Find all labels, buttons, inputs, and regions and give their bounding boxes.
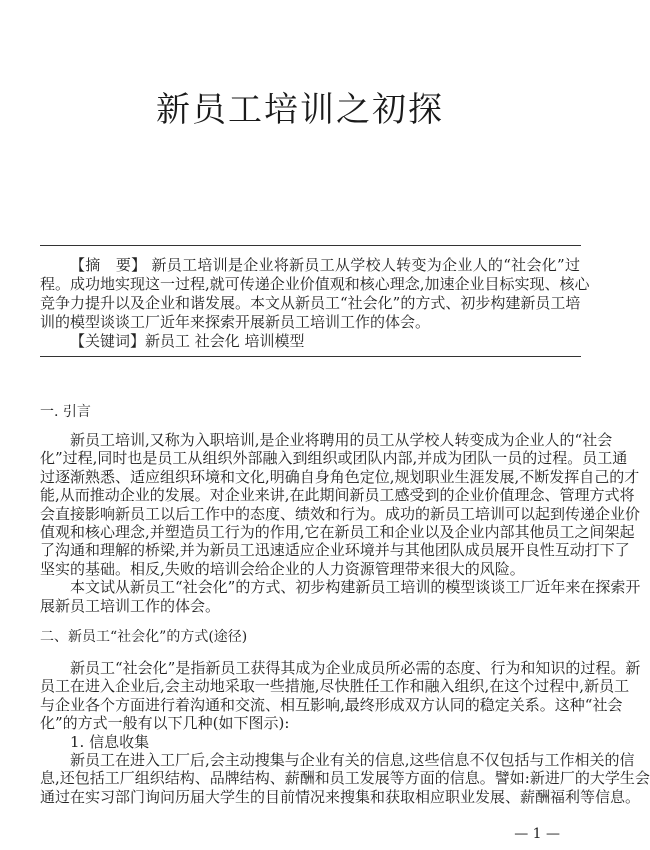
section-heading: 二、新员工“社会化”的方式(途径) [40, 629, 248, 645]
abstract [40, 256, 590, 351]
paragraph-line: 会直接影响新员工以后工作中的态度、绩效和行为。成功的新员工培训可以起到传递企业价 [40, 504, 641, 523]
paragraph-line: 值观和核心理念,并塑造员工行为的作用,它在新员工和企业以及企业内部其他员工之间架起 [40, 522, 635, 541]
paragraph-line: 通过在实习部门询问历届大学生的目前情况来搜集和获取相应职业发展、薪酬福利等信息。 [40, 787, 641, 806]
paragraph-line: 了沟通和理解的桥梁,并为新员工迅速适应企业环境并与其他团队成员展开良性互动打下了 [40, 541, 630, 560]
page-number: — 1 — [514, 826, 560, 842]
paragraph-line: 息,还包括工厂组织结构、品牌结构、薪酬和员工发展等方面的信息。譬如:新进厂的大学生会 [40, 769, 650, 788]
paragraph-line: 与企业各个方面进行着沟通和交流、相互影响,最终形成双方认同的稳定关系。这种“社会 [40, 695, 623, 714]
paragraph-line: 能,从而推动企业的发展。对企业来讲,在此期间新员工感受到的企业价值理念、管理方式将 [40, 486, 635, 505]
paragraph-line: 化”的方式一般有以下几种(如下图示): [40, 714, 290, 733]
paragraph-line: 过逐渐熟悉、适应组织环境和文化,明确自身角色定位,规划职业生涯发展,不断发挥自己的才 [40, 467, 640, 486]
abstract-line: 程。成功地实现这一过程,就可传递企业价值观和核心理念,加速企业目标实现、核心 [40, 275, 590, 293]
abstract-line: 训的模型谈谈工厂近年来探索开展新员工培训工作的体会。 [40, 313, 431, 331]
keywords: 【关键词】新员工 社会化 培训模型 [70, 332, 305, 350]
paragraph-line: 本文试从新员工“社会化”的方式、初步构建新员工培训的模型谈谈工厂近年来在探索开 [70, 578, 641, 597]
section-1-body [40, 431, 641, 615]
paragraph-line: 新员工“社会化”是指新员工获得其成为企业成员所必需的态度、行为和知识的过程。新 [70, 659, 641, 677]
abstract-top-rule [40, 245, 581, 246]
section-heading: 一. 引言 [40, 404, 91, 420]
document-title: 新员工培训之初探 [156, 90, 444, 130]
abstract-line: 竞争力提升以及企业和谐发展。本文从新员工“社会化”的方式、初步构建新员工培 [40, 294, 581, 312]
paragraph-line: 新员工培训,又称为入职培训,是企业将聘用的员工从学校人转变成为企业人的“社会 [70, 431, 613, 449]
subsection-heading: 1. 信息收集 [70, 732, 150, 751]
paragraph-line: 新员工在进入工厂后,会主动搜集与企业有关的信息,这些信息不仅包括与工作相关的信 [70, 750, 635, 769]
abstract-line: 【摘 要】 新员工培训是企业将新员工从学校人转变为企业人的“社会化”过 [70, 256, 580, 274]
paragraph-line: 化”过程,同时也是员工从组织外部融入到组织或团队内部,并成为团队一员的过程。员工通 [40, 449, 628, 468]
section-2-body [40, 659, 650, 806]
paragraph-line: 坚实的基础。相反,失败的培训会给企业的人力资源管理带来很大的风险。 [40, 559, 525, 578]
abstract-bottom-rule [40, 356, 581, 357]
paragraph-line: 展新员工培训工作的体会。 [40, 596, 221, 615]
paragraph-line: 员工在进入企业后,会主动地采取一些措施,尽快胜任工作和融入组织,在这个过程中,新员工 [40, 677, 630, 696]
